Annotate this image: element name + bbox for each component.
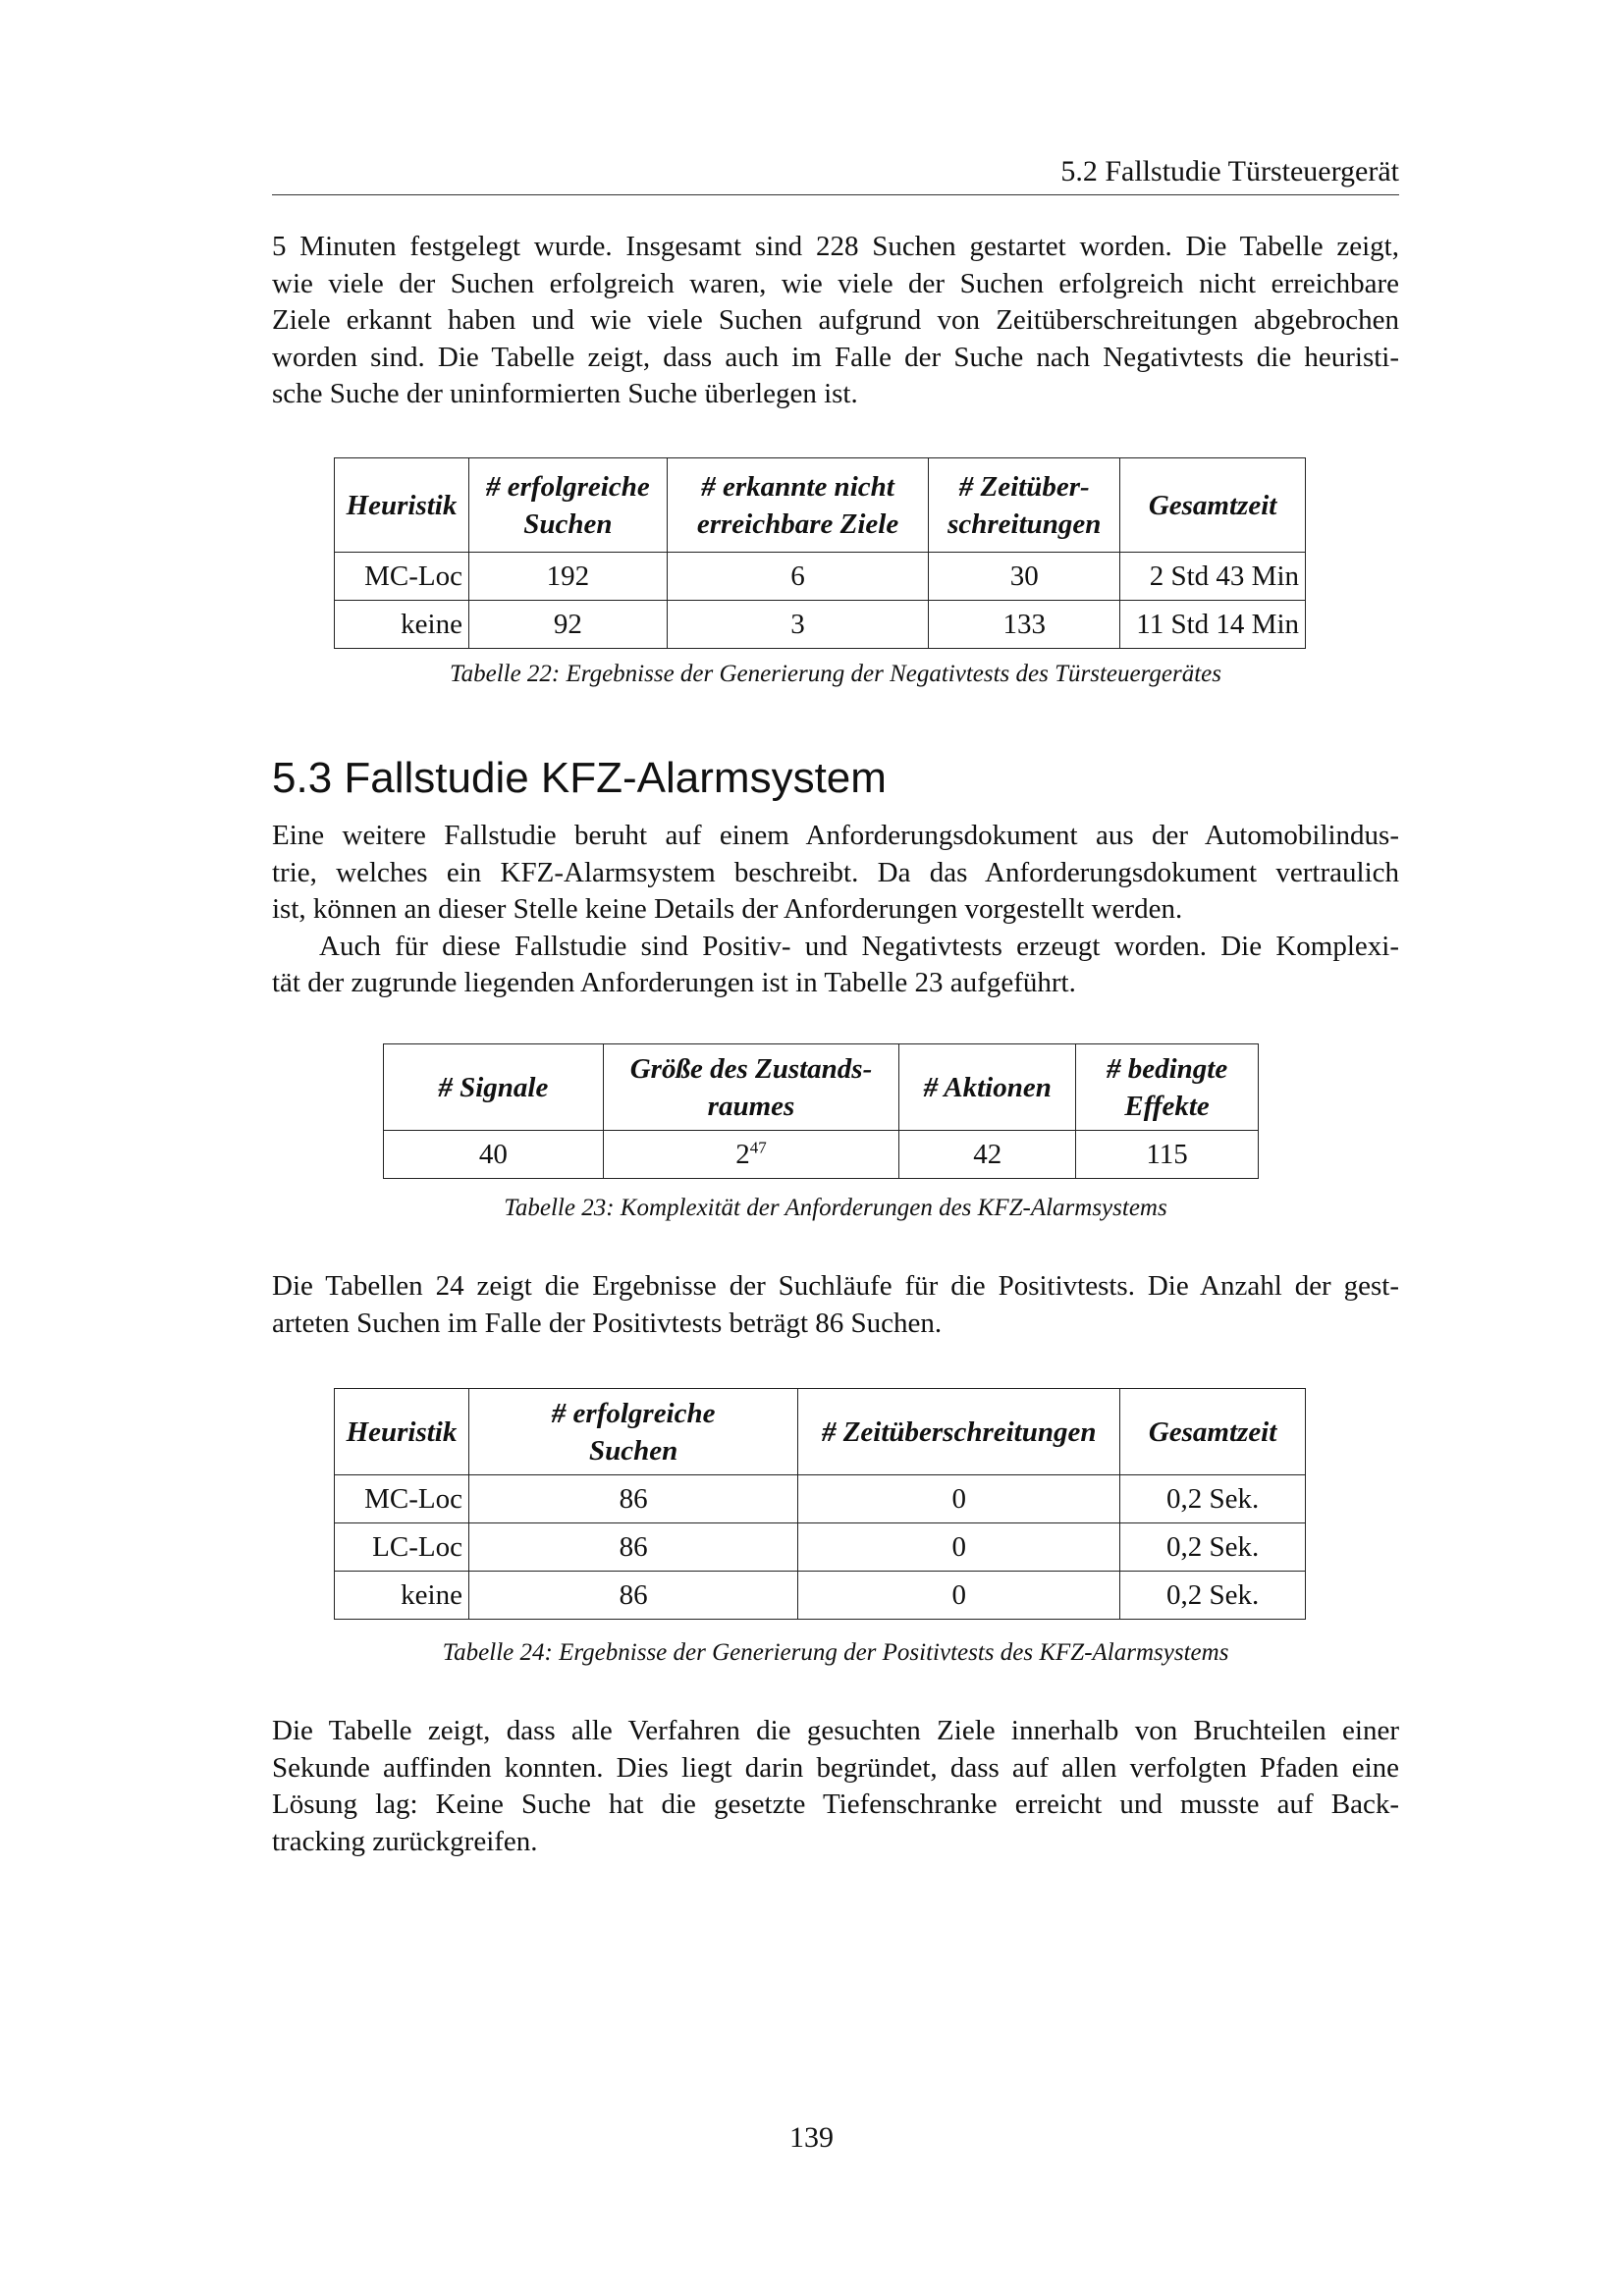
table-cell: 133	[929, 601, 1120, 649]
table-row	[335, 1523, 1306, 1572]
table-cell: 192	[468, 553, 667, 601]
table-cell: 42	[899, 1131, 1076, 1179]
table-24-caption: Tabelle 24: Ergebnisse der Generierung der Positivtests des KFZ-Alarmsystems	[442, 1639, 1229, 1666]
text-line: Sekunde auffinden konnten. Dies liegt darin begründet, dass auf allen verfolgten Pfaden eine	[272, 1751, 1399, 1784]
header-heuristik: Heuristik	[335, 458, 469, 553]
header-zustandsraum: Größe des Zustands- raumes	[603, 1044, 899, 1131]
text-line: tracking zurückgreifen.	[272, 1825, 538, 1857]
table-cell: 86	[468, 1523, 797, 1572]
table-cell: 0,2 Sek.	[1120, 1523, 1306, 1572]
text-line: wie viele der Suchen erfolgreich waren, wie viele der Suchen erfolgreich nicht erreichbare	[272, 267, 1399, 299]
table-cell: 11 Std 14 Min	[1120, 601, 1306, 649]
table-24	[334, 1388, 1306, 1620]
paragraph-kfz-intro	[272, 818, 1399, 1002]
table-23	[383, 1043, 1259, 1179]
table-header-row	[335, 1389, 1306, 1475]
table-22	[334, 457, 1306, 649]
table-cell: 0	[798, 1475, 1120, 1523]
section-heading: 5.3 Fallstudie KFZ-Alarmsystem	[272, 754, 887, 802]
header-zeitueberschreitungen: # Zeitüber- schreitungen	[929, 458, 1120, 553]
header-erfolgreiche-suchen: # erfolgreiche Suchen	[468, 1389, 797, 1475]
table-cell: MC-Loc	[335, 1475, 469, 1523]
table-row	[335, 601, 1306, 649]
table-cell: 30	[929, 553, 1120, 601]
table-cell: 40	[384, 1131, 604, 1179]
paragraph-intro	[272, 229, 1399, 413]
table-cell: keine	[335, 601, 469, 649]
header-bedingte-effekte: # bedingte Effekte	[1076, 1044, 1259, 1131]
header-zeitueberschreitungen: # Zeitüberschreitungen	[798, 1389, 1120, 1475]
header-signale: # Signale	[384, 1044, 604, 1131]
table-22-caption: Tabelle 22: Ergebnisse der Generierung der Negativtests des Türsteuergerätes	[449, 661, 1221, 687]
text-line: trie, welches ein KFZ-Alarmsystem beschreibt. Da das Anforderungsdokument vertraulich	[272, 856, 1399, 888]
header-erkannte-ziele: # erkannte nicht erreichbare Ziele	[667, 458, 929, 553]
table-cell: 115	[1076, 1131, 1259, 1179]
text-line: Ziele erkannt haben und wie viele Suchen aufgrund von Zeitüberschreitungen abgebrochen	[272, 304, 1399, 336]
paragraph-positivtests	[272, 1268, 1399, 1342]
header-gesamtzeit: Gesamtzeit	[1120, 1389, 1306, 1475]
table-cell: 0,2 Sek.	[1120, 1572, 1306, 1620]
paragraph-conclusion	[272, 1713, 1399, 1860]
table-cell: 92	[468, 601, 667, 649]
table-cell: 86	[468, 1572, 797, 1620]
header-heuristik: Heuristik	[335, 1389, 469, 1475]
text-line: Die Tabelle zeigt, dass alle Verfahren die gesuchten Ziele innerhalb von Bruchteilen einer	[272, 1715, 1399, 1746]
table-cell: 6	[667, 553, 929, 601]
header-aktionen: # Aktionen	[899, 1044, 1076, 1131]
text-line: Die Tabellen 24 zeigt die Ergebnisse der Suchläufe für die Positivtests. Die Anzahl der gest-	[272, 1270, 1399, 1302]
table-row	[335, 1475, 1306, 1523]
text-line: Lösung lag: Keine Suche hat die gesetzte Tiefenschranke erreicht und musste auf Back-	[272, 1789, 1399, 1820]
text-line: Eine weitere Fallstudie beruht auf einem Anforderungsdokument aus der Automobilindus-	[272, 820, 1399, 851]
text-line: ist, können an dieser Stelle keine Details der Anforderungen vorgestellt werden.	[272, 893, 1183, 925]
text-line: tät der zugrunde liegenden Anforderungen ist in Tabelle 23 aufgeführt.	[272, 967, 1076, 998]
table-cell: 2 Std 43 Min	[1120, 553, 1306, 601]
header-gesamtzeit: Gesamtzeit	[1120, 458, 1306, 553]
table-cell: keine	[335, 1572, 469, 1620]
table-cell: 0	[798, 1523, 1120, 1572]
text-line: worden sind. Die Tabelle zeigt, dass auch im Falle der Suche nach Negativtests die heuristi-	[272, 341, 1399, 373]
table-cell: 0	[798, 1572, 1120, 1620]
table-row	[384, 1131, 1259, 1179]
table-cell: 0,2 Sek.	[1120, 1475, 1306, 1523]
page-number: 139	[789, 2121, 834, 2154]
table-cell: LC-Loc	[335, 1523, 469, 1572]
text-line: Auch für diese Fallstudie sind Positiv- und Negativtests erzeugt worden. Die Komplexi-	[319, 930, 1399, 962]
table-23-caption: Tabelle 23: Komplexität der Anforderungen des KFZ-Alarmsystems	[504, 1195, 1167, 1221]
table-header-row	[335, 458, 1306, 553]
text-line: 5 Minuten festgelegt wurde. Insgesamt sind 228 Suchen gestartet worden. Die Tabelle zeigt,	[272, 231, 1399, 262]
text-line: sche Suche der uninformierten Suche überlegen ist.	[272, 378, 858, 409]
table-cell: MC-Loc	[335, 553, 469, 601]
running-head: 5.2 Fallstudie Türsteuergerät	[272, 155, 1399, 195]
text-line: arteten Suchen im Falle der Positivtests beträgt 86 Suchen.	[272, 1307, 943, 1339]
table-header-row	[384, 1044, 1259, 1131]
exponent: 47	[749, 1138, 767, 1157]
table-row	[335, 1572, 1306, 1620]
header-erfolgreiche-suchen: # erfolgreiche Suchen	[468, 458, 667, 553]
table-cell: 3	[667, 601, 929, 649]
table-row	[335, 553, 1306, 601]
table-cell: 86	[468, 1475, 797, 1523]
table-cell: $2^{47}$	[603, 1131, 899, 1179]
